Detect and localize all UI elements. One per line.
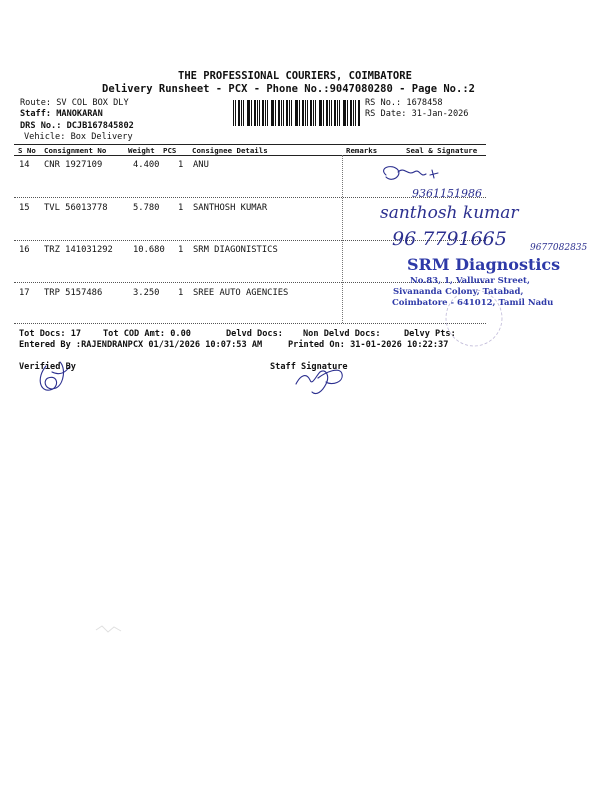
stamp-line2: Sivananda Colony, Tatabad, <box>393 287 524 297</box>
staff-signature-scribble <box>296 370 342 393</box>
row-pcs: 1 <box>178 245 184 255</box>
printed-on: Printed On: 31-01-2026 10:22:37 <box>288 340 449 350</box>
col-seal-signature: Seal & Signature <box>406 146 478 155</box>
col-pcs: PCS <box>163 146 177 155</box>
row-sno: 17 <box>19 288 30 298</box>
col-sno: S No <box>18 146 36 155</box>
scan-smudge <box>94 622 124 638</box>
row-consignment: CNR 1927109 <box>44 160 103 170</box>
staff-text: Staff: MANOKARAN <box>20 109 103 119</box>
signature-phone: 9361151986 <box>412 187 482 200</box>
row-pcs: 1 <box>178 288 184 298</box>
row-consignee: SREE AUTO AGENCIES <box>193 288 289 298</box>
stamp-line1: No.83, 1, Valluvar Street, <box>410 276 530 286</box>
delvy-pts: Delvy Pts: <box>404 329 456 339</box>
non-delvd-docs: Non Delvd Docs: <box>303 329 381 339</box>
row-weight: 3.250 <box>133 288 160 298</box>
row-pcs: 1 <box>178 160 184 170</box>
drs-number: DRS No.: DCJB167845802 <box>20 121 134 131</box>
verified-by-label: Verified By <box>19 362 76 372</box>
runsheet-subtitle: Delivery Runsheet - PCX - Phone No.:9047080280 - Page No.:2 <box>102 83 475 95</box>
tot-docs: Tot Docs: 17 <box>19 329 82 339</box>
signature-row14 <box>384 167 482 200</box>
row-consignee: SRM DIAGONISTICS <box>193 245 278 255</box>
staff-signature-label: Staff Signature <box>270 362 348 372</box>
rs-number: RS No.: 1678458 <box>365 98 443 108</box>
route-text: Route: SV COL BOX DLY <box>20 98 129 108</box>
vehicle-text: Vehicle: Box Delivery <box>24 132 133 142</box>
row-consignee: SANTHOSH KUMAR <box>193 203 268 213</box>
row-consignment: TRP 5157486 <box>44 288 103 298</box>
row-sno: 14 <box>19 160 30 170</box>
row-consignee: ANU <box>193 160 209 170</box>
col-weight: Weight <box>128 146 155 155</box>
row-weight: 4.400 <box>133 160 160 170</box>
row-weight: 10.680 <box>133 245 165 255</box>
stamp-line3: Coimbatore - 641012, Tamil Nadu <box>392 298 554 308</box>
col-consignment: Consignment No <box>44 146 107 155</box>
rs-date: RS Date: 31-Jan-2026 <box>365 109 469 119</box>
signature-phone: 96 7791665 <box>392 228 507 250</box>
stamp-name: SRM Diagnostics <box>407 255 561 274</box>
delvd-docs: Delvd Docs: <box>226 329 283 339</box>
tot-cod-amt: Tot COD Amt: 0.00 <box>103 329 191 339</box>
col-consignee: Consignee Details <box>192 146 268 155</box>
row-consignment: TRZ 141031292 <box>44 245 113 255</box>
row-consignment: TVL 56013778 <box>44 203 108 213</box>
entered-by: Entered By :RAJENDRANPCX 01/31/2026 10:07:53 AM <box>19 340 263 350</box>
row-pcs: 1 <box>178 203 184 213</box>
signature-row15 <box>380 203 588 253</box>
col-remarks: Remarks <box>346 146 378 155</box>
row-weight: 5.780 <box>133 203 160 213</box>
signature-name: santhosh kumar <box>380 203 519 223</box>
row-sno: 15 <box>19 203 30 213</box>
company-title: THE PROFESSIONAL COURIERS, COIMBATORE <box>178 70 412 82</box>
row-sno: 16 <box>19 245 30 255</box>
signature-phone-2: 9677082835 <box>530 243 588 253</box>
